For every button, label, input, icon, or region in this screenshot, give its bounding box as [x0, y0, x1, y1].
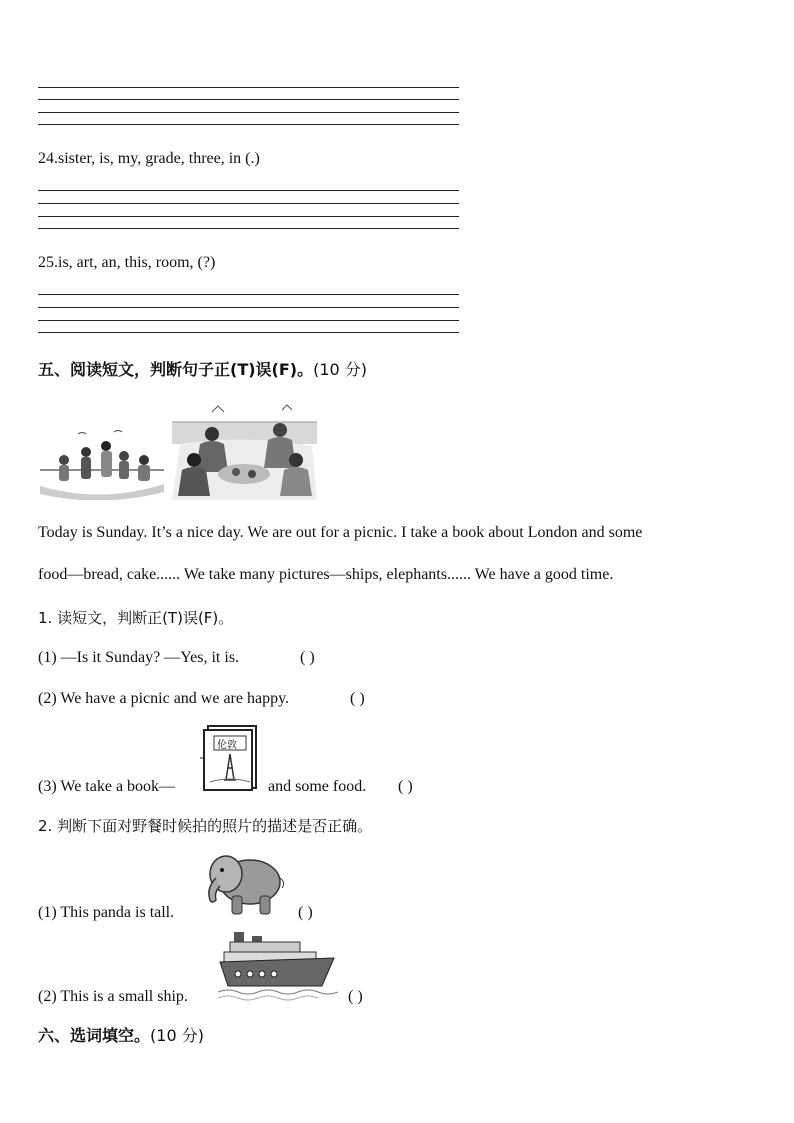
- section-6-score: (10 分): [150, 1026, 204, 1045]
- answer-line: [38, 99, 459, 100]
- section-5-score: (10 分): [313, 360, 368, 379]
- part-1-question-3: (3) We take a book—: [38, 778, 176, 795]
- answer-line: [38, 112, 459, 113]
- answer-line: [38, 307, 459, 308]
- section-6-title: 六、选词填空。: [38, 1026, 151, 1045]
- answer-line: [38, 294, 459, 295]
- answer-bracket[interactable]: ( ): [398, 778, 413, 795]
- question-25: 25.is, art, an, this, room, (?): [38, 254, 216, 271]
- part-2-question-2: (2) This is a small ship.: [38, 988, 188, 1005]
- picnic-illustration-left: [38, 428, 166, 500]
- elephant-image: [204, 848, 288, 918]
- answer-line: [38, 87, 459, 88]
- passage-line-2: food—bread, cake...... We take many pictures—ships, elephants...... We have a good time.: [38, 566, 614, 583]
- answer-bracket[interactable]: ( ): [298, 904, 313, 921]
- london-book-image: [200, 724, 260, 792]
- answer-line: [38, 203, 459, 204]
- book-cover-label: 伦敦: [217, 740, 237, 751]
- passage-line-1: Today is Sunday. It’s a nice day. We are out for a picnic. I take a book about London and some: [38, 524, 643, 541]
- question-24: 24.sister, is, my, grade, three, in (.): [38, 150, 260, 167]
- part-2-question-1: (1) This panda is tall.: [38, 904, 175, 921]
- answer-line: [38, 216, 459, 217]
- part-1-heading: 1. 读短文，判断正(T)误(F)。: [38, 609, 234, 627]
- answer-line: [38, 332, 459, 333]
- answer-line: [38, 320, 459, 321]
- answer-bracket[interactable]: ( ): [300, 649, 315, 666]
- section-6-heading: [38, 1023, 204, 1046]
- answer-line: [38, 190, 459, 191]
- answer-bracket[interactable]: ( ): [350, 690, 365, 707]
- part-2-heading: 2. 判断下面对野餐时候拍的照片的描述是否正确。: [38, 817, 373, 835]
- answer-line: [38, 228, 459, 229]
- part-1-question-2: (2) We have a picnic and we are happy.: [38, 690, 290, 707]
- ship-image: [218, 928, 338, 1004]
- answer-line: [38, 124, 459, 125]
- part-1-question-1: (1) —Is it Sunday? —Yes, it is.: [38, 649, 240, 666]
- section-5-heading: [38, 357, 367, 380]
- picnic-illustration-right: [172, 404, 317, 500]
- part-1-question-3-end: and some food.: [268, 778, 367, 795]
- answer-bracket[interactable]: ( ): [348, 988, 363, 1005]
- section-5-title: 五、阅读短文，判断句子正(T)误(F)。: [38, 360, 314, 379]
